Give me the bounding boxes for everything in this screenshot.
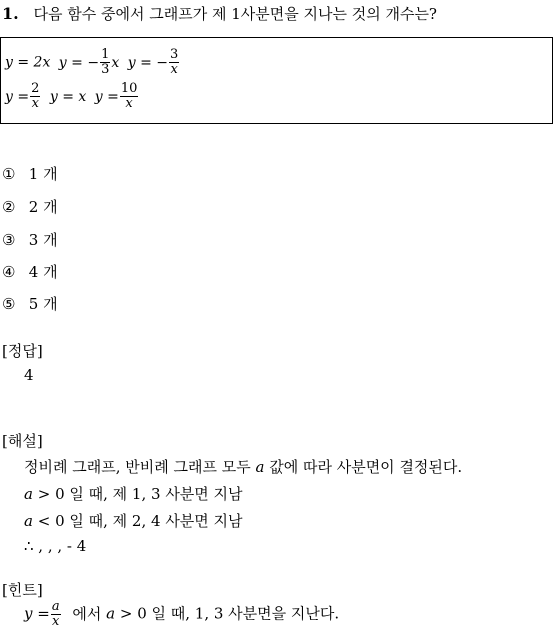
choice-label: 4 개 (28, 263, 58, 281)
explanation-line-2: a > 0 일 때, 제 1, 3 사분면 지남 (24, 485, 243, 503)
fraction: $\frac{2}{x}$ (31, 81, 40, 111)
equation-2: y = − $\frac{1}{3}$ x (58, 47, 120, 77)
choice-4[interactable] (2, 261, 58, 282)
equation-5: y = x (49, 88, 87, 105)
equation-row-1 (5, 48, 180, 77)
hint-label: [힌트] (2, 581, 43, 599)
choice-5[interactable] (2, 293, 58, 314)
fraction: $\frac{10}{x}$ (120, 81, 138, 111)
choice-label: 5 개 (28, 295, 58, 313)
explanation-line-1: 정비례 그래프, 반비례 그래프 모두 a 값에 따라 사분면이 결정된다. (24, 458, 463, 476)
question (2, 3, 437, 24)
answer-label: [정답] (2, 342, 43, 360)
fraction: $\frac{a}{x}$ (51, 599, 60, 629)
choice-label: 1 개 (28, 165, 58, 183)
choice-label: 2 개 (28, 198, 58, 216)
choice-marker: ① (2, 165, 16, 183)
choice-marker: ⑤ (2, 295, 16, 313)
choice-3[interactable] (2, 229, 58, 250)
answer-value: 4 (24, 366, 34, 384)
explanation-line-4: ∴ , , , - 4 (24, 537, 87, 555)
choice-label: 3 개 (28, 231, 58, 249)
choice-2[interactable] (2, 196, 58, 217)
fraction: $\frac{1}{3}$ (101, 47, 110, 77)
explanation-line-3: a < 0 일 때, 제 2, 4 사분면 지남 (24, 512, 243, 530)
equation-4: y = $\frac{2}{x}$ (5, 81, 40, 111)
explanation-label: [해설] (2, 432, 43, 450)
choice-marker: ④ (2, 263, 16, 281)
choice-marker: ③ (2, 231, 16, 249)
equation-3: y = − $\frac{3}{x}$ (127, 47, 179, 77)
question-text: 다음 함수 중에서 그래프가 제 1사분면을 지나는 것의 개수는? (33, 5, 437, 23)
equation-6: y = $\frac{10}{x}$ (94, 81, 138, 111)
equation-row-2 (5, 82, 139, 111)
question-number: 1. (2, 4, 19, 23)
fraction: $\frac{3}{x}$ (170, 47, 179, 77)
hint-line: y = $\frac{a}{x}$ 에서 a > 0 일 때, 1, 3 사분면을 지난다. (24, 599, 340, 629)
equation-1: y = 2x (5, 54, 51, 71)
choice-marker: ② (2, 198, 16, 216)
choice-1[interactable] (2, 163, 58, 184)
